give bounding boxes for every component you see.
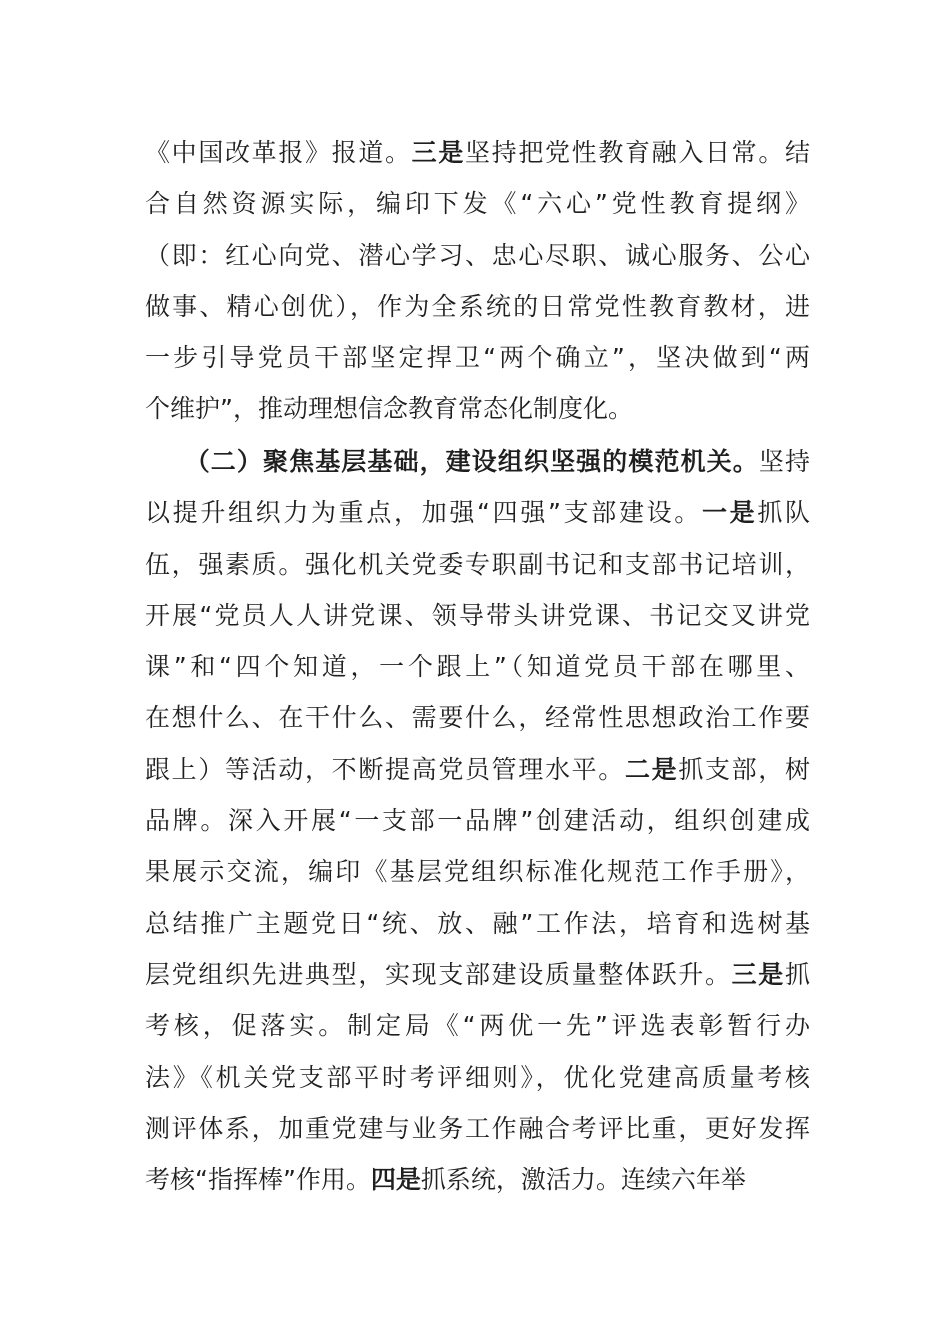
text-run: 果展示交流，编印《基层党组织标准化规范工作手册》， [145,857,810,887]
text-run: 开展“党员人人讲党课、领导带头讲党课、书记交叉讲党 [145,600,810,630]
text-line [145,1000,810,1051]
text-line [145,487,810,538]
text-run: 层党组织先进典型，实现支部建设质量整体跃升。 [145,959,732,989]
text-line [145,1052,810,1103]
text-run: 抓支部，树 [678,754,810,784]
text-line [145,230,810,281]
text-run: 《中国改革报》报道。 [145,138,412,167]
text-line [145,898,810,949]
text-run: 法》《机关党支部平时考评细则》，优化党建高质量考核 [145,1062,810,1092]
text-run: 个维护”，推动理想信念教育常态化制度化。 [145,394,633,424]
bold-keyword: 一是 [701,498,758,528]
text-line [145,281,810,332]
text-run: （即：红心向党、潜心学习、忠心尽职、诚心服务、公心 [145,240,810,270]
text-run: 坚持 [758,447,810,476]
text-run: 合自然资源实际，编印下发《“六心”党性教育提纲》 [145,189,810,219]
text-run: 测评体系，加重党建与业务工作融合考评比重，更好发挥 [145,1113,810,1143]
text-run: 抓 [784,959,810,989]
text-run: 以提升组织力为重点，加强“四强”支部建设。 [145,498,702,528]
text-line [145,1154,810,1205]
text-run: 一步引导党员干部坚定捍卫“两个确立”，坚决做到“两 [145,343,810,373]
text-run: 做事、精心创优），作为全系统的日常党性教育教材，进 [145,291,810,321]
text-run: 在想什么、在干什么、需要什么，经常性思想政治工作要 [145,703,810,733]
bold-keyword: 二是 [624,754,679,784]
bold-keyword: 三是 [731,959,785,989]
text-line [145,795,810,846]
text-line [145,846,810,897]
text-line [145,539,810,590]
text-run: 考核，促落实。制定局《“两优一先”评选表彰暂行办 [145,1011,810,1041]
text-run: 考核“指挥棒”作用。 [145,1165,371,1195]
text-line [145,744,810,795]
text-line [145,641,810,692]
text-run: 坚持把党性教育融入日常。结 [465,138,810,167]
text-line [145,127,810,178]
paragraph-grassroots-organization [145,436,810,1205]
text-run: 品牌。深入开展“一支部一品牌”创建活动，组织创建成 [145,806,810,836]
text-run: 总结推广主题党日“统、放、融”工作法，培育和选树基 [145,908,810,938]
text-run: 伍，强素质。强化机关党委专职副书记和支部书记培训， [145,549,810,579]
bold-keyword: 四是 [370,1165,421,1195]
text-line [145,1103,810,1154]
text-line [145,949,810,1000]
text-run: 课”和“四个知道，一个跟上”（知道党员干部在哪里、 [145,652,810,682]
bold-keyword: 三是 [411,138,465,167]
bold-keyword: （二）聚焦基层基础，建设组织坚强的模范机关。 [145,447,759,476]
text-line [145,692,810,743]
text-line [145,178,810,229]
text-run: 跟上）等活动，不断提高党员管理水平。 [145,754,625,784]
text-line [145,436,810,487]
paragraph-party-education [145,127,810,435]
text-run: 抓队 [757,498,810,528]
text-run: 抓系统，激活力。连续六年举 [420,1165,746,1195]
text-line [145,383,810,434]
text-line [145,332,810,383]
text-line [145,590,810,641]
